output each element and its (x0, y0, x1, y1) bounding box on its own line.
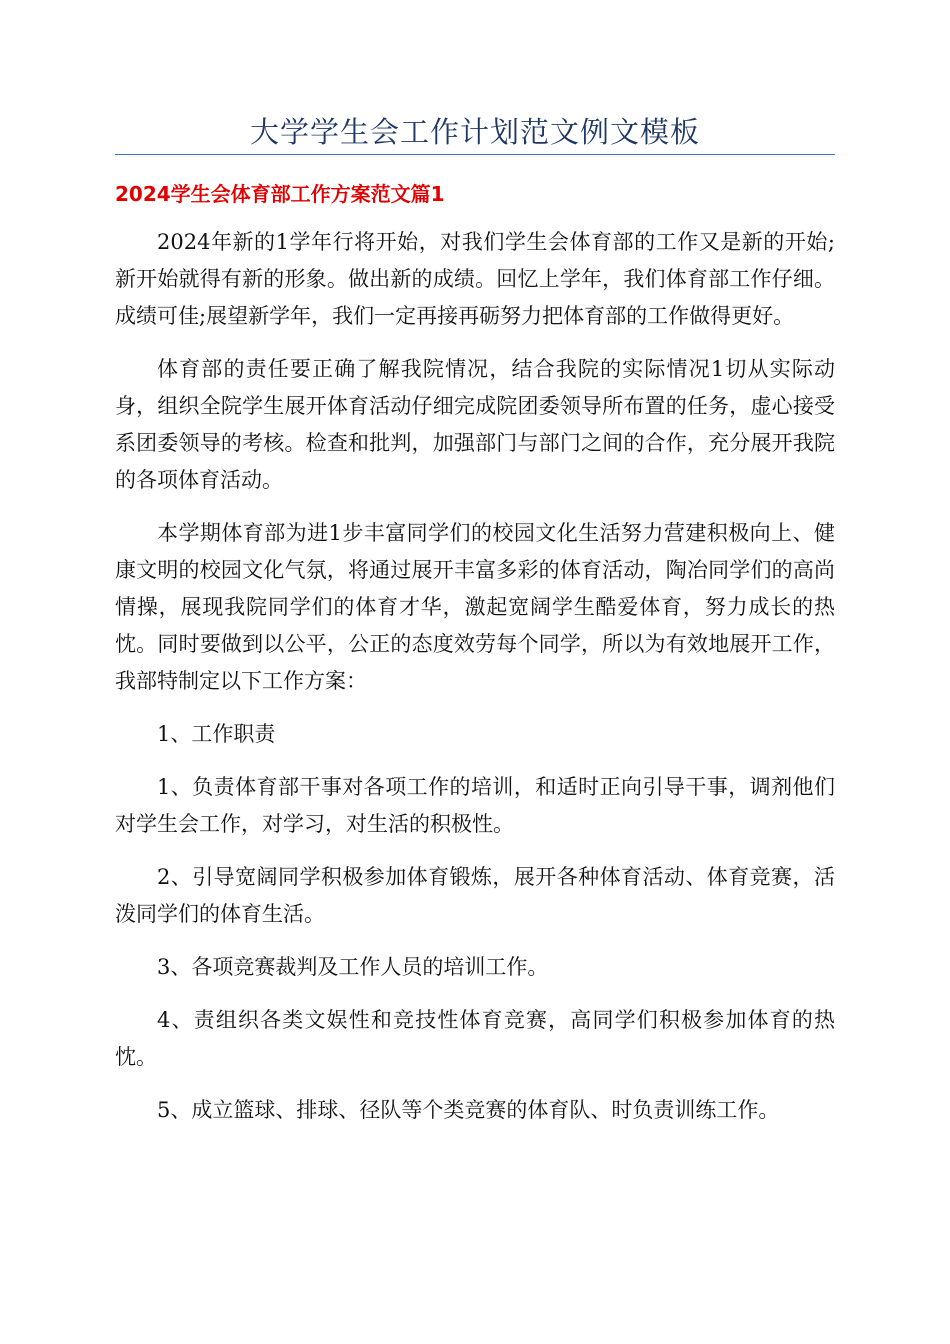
paragraph: 本学期体育部为进1步丰富同学们的校园文化生活努力营建积极向上、健康文明的校园文化气氛，将通过展开丰富多彩的体育活动，陶冶同学们的高尚情操，展现我院同学们的体育才华，激起宽阔学生酷爱体育，努力成长的热忱。同时要做到以公平，公正的态度效劳每个同学，所以为有效地展开工作，我部特制定以下工作方案： (115, 521, 835, 693)
list-item: 1、负责体育部干事对各项工作的培训，和适时正向引导干事，调剂他们对学生会工作，对学习，对生活的积极性。 (115, 775, 835, 836)
title-divider (115, 154, 835, 155)
paragraph: 2024年新的1学年行将开始，对我们学生会体育部的工作又是新的开始;新开始就得有新的形象。做出新的成绩。回忆上学年，我们体育部工作仔细。成绩可佳;展望新学年，我们一定再接再砺努力把体育部的工作做得更好。 (115, 230, 835, 328)
list-item: 5、成立篮球、排球、径队等个类竞赛的体育队、时负责训练工作。 (157, 1098, 780, 1122)
list-item: 4、责组织各类文娱性和竞技性体育竞赛，高同学们积极参加体育的热忱。 (115, 1008, 835, 1069)
list-item: 3、各项竞赛裁判及工作人员的培训工作。 (157, 955, 549, 979)
list-heading: 1、工作职责 (157, 722, 276, 746)
document-body (115, 224, 835, 1145)
document-title: 大学学生会工作计划范文例文模板 (249, 115, 700, 149)
list-item: 2、引导宽阔同学积极参加体育锻炼，展开各种体育活动、体育竞赛，活泼同学们的体育生活。 (115, 865, 835, 926)
section-heading: 2024学生会体育部工作方案范文篇1 (115, 182, 445, 206)
paragraph: 体育部的责任要正确了解我院情况，结合我院的实际情况1切从实际动身，组织全院学生展开体育活动仔细完成院团委领导所布置的任务，虚心接受系团委领导的考核。检查和批判，加强部门与部门之间的合作，充分展开我院的各项体育活动。 (115, 357, 835, 492)
